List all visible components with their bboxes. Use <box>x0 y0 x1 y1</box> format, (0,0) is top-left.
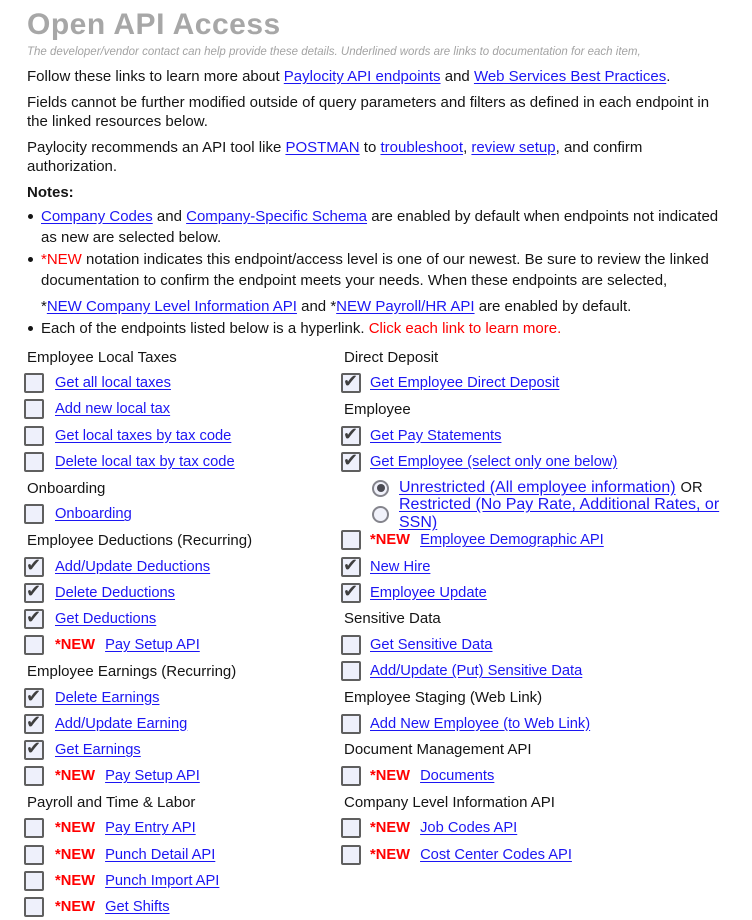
checkbox-delete-earnings[interactable] <box>24 688 44 708</box>
link-get-employee-direct-deposit[interactable]: Get Employee Direct Deposit <box>370 375 560 392</box>
link-delete-earnings[interactable]: Delete Earnings <box>55 689 160 706</box>
link-cost-center-codes-api[interactable]: Cost Center Codes API <box>420 846 572 863</box>
link-documents[interactable]: Documents <box>420 768 495 785</box>
intro-text: Follow these links to learn more about <box>27 68 284 85</box>
row-add-update-put-sensitive-data <box>341 658 734 684</box>
new-badge: *NEW <box>370 846 415 863</box>
section-employee-local-taxes: Employee Local Taxes <box>27 348 177 366</box>
row-pay-setup-api-deductions <box>24 632 341 658</box>
link-get-earnings[interactable]: Get Earnings <box>55 741 141 758</box>
new-notation-tag: *NEW <box>41 251 82 268</box>
section-direct-deposit: Direct Deposit <box>344 348 439 366</box>
intro-paragraph-fields: Fields cannot be further modified outside of query parameters and filters as defined in each endpoint in the linked resources below. <box>27 94 710 130</box>
intro-text: and <box>440 68 474 85</box>
checkbox-get-employee-direct-deposit[interactable] <box>341 373 361 393</box>
link-get-pay-statements[interactable]: Get Pay Statements <box>370 427 502 444</box>
row-add-update-earning <box>24 711 341 737</box>
row-restricted <box>341 496 734 532</box>
row-job-codes-api <box>341 815 734 841</box>
intro-text: , <box>463 139 472 156</box>
note-company-codes <box>27 206 734 248</box>
section-sensitive-data: Sensitive Data <box>344 610 441 628</box>
note-hyperlinks <box>27 318 734 339</box>
link-add-update-deductions[interactable]: Add/Update Deductions <box>55 558 211 575</box>
new-badge: *NEW <box>55 899 100 916</box>
section-employee-staging: Employee Staging (Web Link) <box>344 689 543 707</box>
checkbox-onboarding[interactable] <box>24 504 44 524</box>
new-badge: *NEW <box>55 768 100 785</box>
new-badge: *NEW <box>55 846 100 863</box>
link-new-hire[interactable]: New Hire <box>370 558 431 575</box>
notes-heading: Notes: <box>27 184 74 201</box>
or-text: OR <box>680 480 703 497</box>
link-pay-entry-api[interactable]: Pay Entry API <box>105 820 196 837</box>
note-text: notation indicates this endpoint/access level is one of our newest. Be sure to review the linked documentation to confirm the endpoint meets your needs. When these endpoints are selected, <box>41 251 709 289</box>
note-text: are enabled by default when endpoints not indicated as new are selected below. <box>41 208 719 246</box>
row-onboarding <box>24 501 341 527</box>
row-get-shifts <box>24 894 341 920</box>
new-badge: *NEW <box>370 768 415 785</box>
checkbox-get-deductions[interactable] <box>24 609 44 629</box>
link-add-update-earning[interactable]: Add/Update Earning <box>55 715 188 732</box>
section-employee-deductions: Employee Deductions (Recurring) <box>27 531 253 549</box>
intro-paragraph-postman <box>27 138 734 176</box>
section-onboarding: Onboarding <box>27 479 106 497</box>
link-onboarding[interactable]: Onboarding <box>55 506 132 523</box>
checkbox-job-codes-api[interactable] <box>341 818 361 838</box>
row-get-local-taxes-by-tax-code <box>24 423 341 449</box>
checkbox-add-new-local-tax[interactable] <box>24 399 44 419</box>
radio-dot-icon <box>377 484 385 492</box>
section-payroll-time-labor: Payroll and Time & Labor <box>27 793 196 811</box>
row-get-employee <box>341 449 734 475</box>
link-company-codes[interactable]: Company Codes <box>41 208 153 225</box>
row-delete-earnings <box>24 684 341 710</box>
link-unrestricted[interactable]: Unrestricted (All employee information) <box>399 479 676 497</box>
page-title: Open API Access <box>27 8 281 41</box>
link-employee-update[interactable]: Employee Update <box>370 584 487 601</box>
section-document-management-api: Document Management API <box>344 741 532 759</box>
asterisk: * <box>330 298 337 315</box>
row-get-earnings <box>24 737 341 763</box>
link-add-new-employee-web-link[interactable]: Add New Employee (to Web Link) <box>370 715 591 732</box>
link-troubleshoot[interactable]: troubleshoot <box>380 139 464 156</box>
radio-restricted[interactable] <box>372 506 389 523</box>
row-add-new-local-tax <box>24 396 341 422</box>
checkbox-add-update-deductions[interactable] <box>24 557 44 577</box>
new-badge: *NEW <box>55 637 100 654</box>
link-web-services-best-practices[interactable]: Web Services Best Practices <box>473 68 667 85</box>
note-text: and <box>152 208 187 225</box>
row-delete-deductions <box>24 580 341 606</box>
section-employee-earnings: Employee Earnings (Recurring) <box>27 662 237 680</box>
row-get-pay-statements <box>341 423 734 449</box>
checkbox-get-employee[interactable] <box>341 452 361 472</box>
checkbox-employee-update[interactable] <box>341 583 361 603</box>
intro-text: . <box>666 68 671 85</box>
link-new-company-level-information-api[interactable]: NEW Company Level Information API <box>46 298 297 315</box>
checkbox-add-update-put-sensitive-data[interactable] <box>341 661 361 681</box>
row-add-update-deductions <box>24 554 341 580</box>
row-add-new-employee-web-link <box>341 711 734 737</box>
link-postman[interactable]: POSTMAN <box>285 139 360 156</box>
intro-text: Paylocity recommends an API tool like <box>27 139 286 156</box>
new-badge: *NEW <box>55 872 100 889</box>
link-get-sensitive-data[interactable]: Get Sensitive Data <box>370 637 493 654</box>
intro-text: to <box>359 139 381 156</box>
row-get-employee-direct-deposit <box>341 370 734 396</box>
row-cost-center-codes-api <box>341 842 734 868</box>
checkbox-add-update-earning[interactable] <box>24 714 44 734</box>
link-punch-detail-api[interactable]: Punch Detail API <box>105 846 216 863</box>
checkbox-get-sensitive-data[interactable] <box>341 635 361 655</box>
checkbox-punch-import-api[interactable] <box>24 871 44 891</box>
link-pay-setup-api-deductions[interactable]: Pay Setup API <box>105 637 200 654</box>
link-get-all-local-taxes[interactable]: Get all local taxes <box>55 375 171 392</box>
checkbox-documents[interactable] <box>341 766 361 786</box>
link-delete-local-tax-by-tax-code[interactable]: Delete local tax by tax code <box>55 453 235 470</box>
checkbox-add-new-employee-web-link[interactable] <box>341 714 361 734</box>
checkbox-employee-demographic-api[interactable] <box>341 530 361 550</box>
row-get-sensitive-data <box>341 632 734 658</box>
note-text: Each of the endpoints listed below is a hyperlink. <box>41 320 369 337</box>
endpoint-checklist <box>24 344 734 920</box>
link-delete-deductions[interactable]: Delete Deductions <box>55 584 176 601</box>
checkbox-get-local-taxes-by-tax-code[interactable] <box>24 426 44 446</box>
link-add-new-local-tax[interactable]: Add new local tax <box>55 401 171 418</box>
checkbox-delete-local-tax-by-tax-code[interactable] <box>24 452 44 472</box>
checklist-right-column <box>341 344 734 920</box>
row-get-all-local-taxes <box>24 370 341 396</box>
intro-paragraph-links <box>27 67 734 86</box>
link-get-employee[interactable]: Get Employee (select only one below) <box>370 453 618 470</box>
row-punch-detail-api <box>24 842 341 868</box>
checkbox-cost-center-codes-api[interactable] <box>341 845 361 865</box>
link-restricted[interactable]: Restricted (No Pay Rate, Additional Rates, or SSN) <box>399 496 720 532</box>
new-badge: *NEW <box>55 820 100 837</box>
notes-list <box>27 206 734 339</box>
row-pay-setup-api-earnings <box>24 763 341 789</box>
checkbox-pay-setup-api-deductions[interactable] <box>24 635 44 655</box>
row-employee-update <box>341 580 734 606</box>
link-paylocity-api-endpoints[interactable]: Paylocity API endpoints <box>283 68 441 85</box>
new-badge: *NEW <box>370 532 415 549</box>
row-documents <box>341 763 734 789</box>
note-new-defaults <box>41 296 734 317</box>
new-badge: *NEW <box>370 820 415 837</box>
page-subtitle: The developer/vendor contact can help provide these details. Underlined words are links to documentation for each item, <box>27 46 641 58</box>
link-pay-setup-api-earnings[interactable]: Pay Setup API <box>105 768 200 785</box>
link-company-specific-schema[interactable]: Company-Specific Schema <box>186 208 368 225</box>
row-punch-import-api <box>24 868 341 894</box>
checkbox-get-pay-statements[interactable] <box>341 426 361 446</box>
note-text: are enabled by default. <box>474 298 632 315</box>
note-new-notation <box>27 249 734 317</box>
row-delete-local-tax-by-tax-code <box>24 449 341 475</box>
checkbox-delete-deductions[interactable] <box>24 583 44 603</box>
checkbox-get-earnings[interactable] <box>24 740 44 760</box>
checklist-left-column <box>24 344 341 920</box>
link-get-shifts[interactable]: Get Shifts <box>105 899 170 916</box>
checkbox-punch-detail-api[interactable] <box>24 845 44 865</box>
link-get-deductions[interactable]: Get Deductions <box>55 610 157 627</box>
section-company-level-information-api: Company Level Information API <box>344 793 555 811</box>
link-get-local-taxes-by-tax-code[interactable]: Get local taxes by tax code <box>55 427 232 444</box>
checkbox-new-hire[interactable] <box>341 557 361 577</box>
checkbox-pay-entry-api[interactable] <box>24 818 44 838</box>
click-each-link-text: Click each link to learn more. <box>368 320 562 337</box>
link-review-setup[interactable]: review setup <box>471 139 556 156</box>
radio-unrestricted[interactable] <box>372 480 389 497</box>
row-new-hire <box>341 554 734 580</box>
checkbox-get-shifts[interactable] <box>24 897 44 917</box>
checkbox-get-all-local-taxes[interactable] <box>24 373 44 393</box>
link-new-payroll-hr-api[interactable]: NEW Payroll/HR API <box>336 298 475 315</box>
row-get-deductions <box>24 606 341 632</box>
intro-text: , and confirm authorization. <box>27 139 643 175</box>
section-employee: Employee <box>344 400 411 418</box>
row-pay-entry-api <box>24 815 341 841</box>
checkbox-pay-setup-api-earnings[interactable] <box>24 766 44 786</box>
link-job-codes-api[interactable]: Job Codes API <box>420 820 518 837</box>
link-punch-import-api[interactable]: Punch Import API <box>105 872 220 889</box>
note-text: and <box>296 298 331 315</box>
link-add-update-put-sensitive-data[interactable]: Add/Update (Put) Sensitive Data <box>370 663 583 680</box>
link-employee-demographic-api[interactable]: Employee Demographic API <box>420 532 604 549</box>
asterisk: * <box>41 298 47 315</box>
